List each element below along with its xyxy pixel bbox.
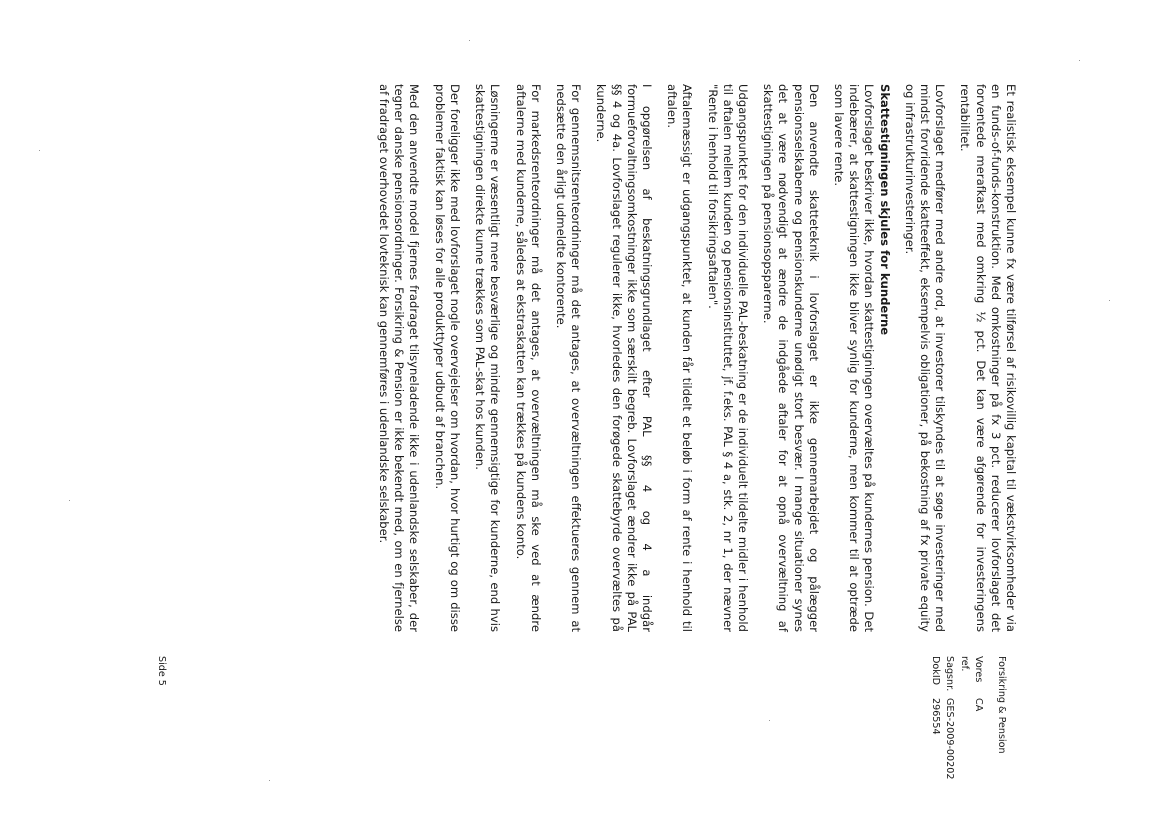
doc-id-label: DokID [930, 656, 941, 686]
scan-speck [39, 150, 40, 151]
paragraph: Der foreligger ikke med lovforslaget nogle overvejelser om hvordan, hvor hurtigt og om disse problemer faktisk kan løses for alle produkttyper udbudt af branchen. [432, 84, 462, 632]
organization-name: Forsikring & Pension [996, 656, 1007, 754]
scan-speck [769, 720, 770, 721]
paragraph: I opgørelsen af beskatningsgrundlaget efter PAL §§ 4 og 4 a indgår formueforvaltningsomkostninger ikke som særskilt begreb. Lovforslaget ændrer ikke på PAL §§ 4 og 4a. Lovforslaget regulerer ikke, hvorledes den forøgede skattebyrde overvæltes på kunderne. [594, 84, 654, 632]
paragraph: Et realistisk eksempel kunne fx være tilførsel af risikovillig kapital til vækstvirksomheder via en funds-of-funds-konstruktion. Med omkostninger på fx 3 pct. reducerer lovforslaget det forventede merafkast med omkring ½ pct. Det kan være afgørende for investeringens rentabilitet. [958, 84, 1018, 632]
paragraph: Lovforslaget beskriver ikke, hvordan skattestigningen overvæltes på kundernes pension. Det indebærer, at skattestigningen ikke bliver synlig for kunderne, men kommer til at optræde som lavere rente. [831, 84, 877, 632]
reference-value: CA [973, 698, 985, 712]
scan-speck [69, 500, 70, 501]
scan-speck [1079, 60, 1080, 61]
reference-block [928, 656, 1009, 826]
paragraph: For gennemsnitsrenteordninger må det antages, at overvæltningen effektueres gennem at nedsætte den årligt udmeldte kontorente. [553, 84, 584, 632]
case-number-value: GES-2009-00202 [944, 698, 956, 780]
paragraph: For markedsrenteordninger må det antages, at overvæltningen må ske ved at ændre aftalerne med kunderne, således at ekstraskatten kan trækkes på kundens konto. [513, 84, 543, 632]
scan-speck [1109, 300, 1110, 301]
paragraph: Udgangspunktet for den individuelle PAL-beskatning er de individuelt tildelte midler i henhold til aftalen mellem kunden og pensionsinstituttet, jf. f.eks. PAL § 4 a, stk. 2, nr 1, der nævner "Rente i henhold til forsikringsaftalen". [705, 84, 750, 632]
paragraph: Med den anvendte model fjernes fradraget tilsyneladende ikke i udenlandske selskaber, der tegner danske pensionsordninger. Forsikring & Pension er ikke bekendt med, om en fjernelse af fradraget overhovedet lovteknisk kan gennemføres i udenlandske selskaber. [377, 84, 422, 632]
paragraph: Den anvendte skatteteknik i lovforslaget er ikke gennemarbejdet og pålægger pensionsselskaberne og pensionskunderne unødigt stort besvær. I mange situationer synes det at være nødvendigt at ændre de indgåede aftaler for at opnå overvæltning af skattestigningen på pensionsopsparerne. [761, 84, 821, 632]
scan-speck [469, 40, 470, 41]
paragraph: Lovforslaget medfører med andre ord, at investorer tilskyndes til at søge investeringer med mindst forvridende skatteeffekt, eksempelvis obligationer, på bekostning af fx private equity og infrastrukturinvesteringer. [902, 84, 948, 632]
reference-row [957, 656, 986, 826]
section-heading: Skattestigningen skjules for kunderne [877, 84, 892, 336]
case-number-row [942, 656, 957, 826]
page-number: Side 5 [156, 656, 167, 686]
paragraph: Løsningerne er væsentligt mere besværlige og mindre gennemsigtige for kunderne, end hvis skattestigningen direkte kunne trækkes som PAL-skat hos kunden. [473, 84, 503, 632]
paragraph: Aftalemæssigt er udgangspunktet, at kunden får tildelt et beløb i form af rente i henhold til aftalen. [665, 84, 695, 632]
scan-speck [269, 780, 270, 781]
case-number-label: Sagsnr. [944, 656, 956, 692]
doc-id-row [928, 656, 943, 826]
document-body [366, 84, 1018, 632]
doc-id-value: 296554 [930, 698, 941, 735]
reference-label: Vores ref. [959, 656, 985, 683]
